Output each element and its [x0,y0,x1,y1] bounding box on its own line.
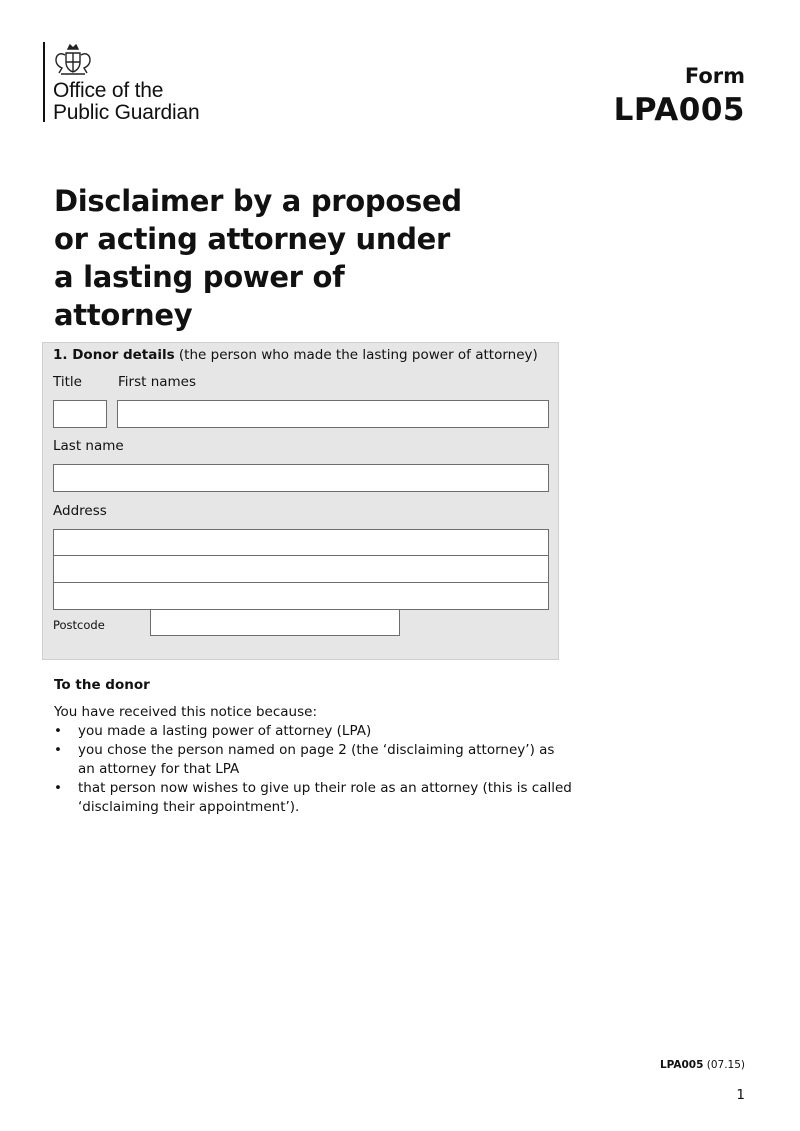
form-label: Form [684,64,745,88]
address-label: Address [53,503,107,519]
section-heading-note: (the person who made the lasting power of attorney) [174,347,538,363]
donor-notice-intro: You have received this notice because: [54,704,317,720]
form-version: (07.15) [703,1059,745,1071]
section-heading [53,347,538,363]
donor-notice-list [54,722,574,817]
first-names-label: First names [118,374,197,390]
address-line-2-field[interactable] [53,555,549,583]
royal-crest-icon [52,41,94,77]
form-reference [660,1059,745,1071]
list-item: • you made a lasting power of attorney (LPA) [54,722,574,741]
logo-divider [43,42,45,122]
postcode-label: Postcode [53,618,105,632]
page-number: 1 [736,1087,745,1103]
last-name-label: Last name [53,438,124,454]
list-item: • you chose the person named on page 2 (the ‘disclaiming attorney’) as an attorney for that LPA [54,741,574,779]
form-number: LPA005 [613,92,745,128]
postcode-field[interactable] [150,609,400,636]
last-name-field[interactable] [53,464,549,492]
title-label: Title [53,374,82,390]
form-reference-code: LPA005 [659,1059,704,1071]
title-field[interactable] [53,400,107,428]
org-line-1: Office of the [53,79,164,102]
address-line-3-field[interactable] [53,582,549,610]
address-line-1-field[interactable] [53,529,549,556]
donor-notice-heading: To the donor [54,677,150,693]
first-names-field[interactable] [117,400,549,428]
section-heading-number: 1. Donor details [53,347,175,363]
page-title: Disclaimer by a proposed or acting attorney under a lasting power of attorney [54,184,462,332]
list-item: • that person now wishes to give up their role as an attorney (this is called ‘disclaiming their appointment’). [54,779,574,817]
organisation-name [53,80,199,124]
org-line-2: Public Guardian [53,101,200,124]
